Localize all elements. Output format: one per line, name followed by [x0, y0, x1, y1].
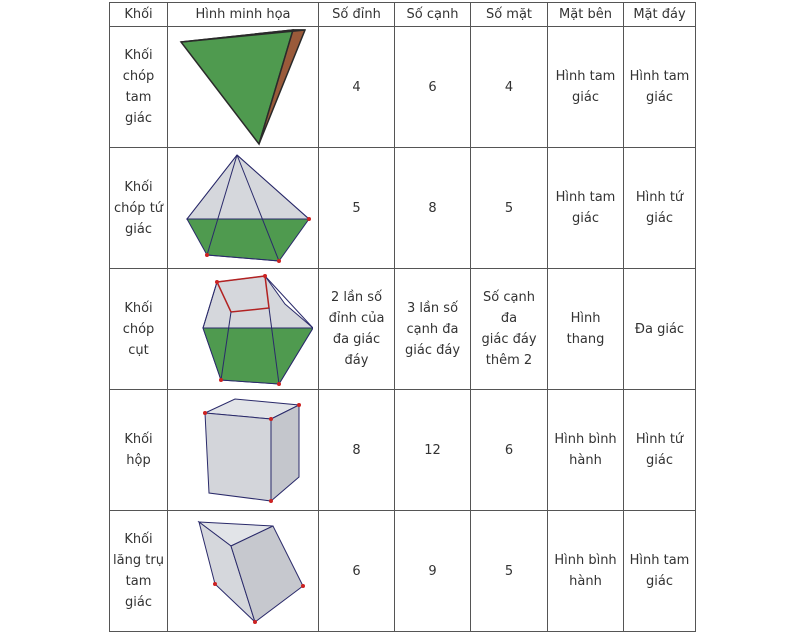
cell-line: 8 [352, 442, 361, 458]
cell-line: Hình tứ [635, 432, 684, 447]
table-row [110, 269, 696, 390]
cell-line: Hình thang [566, 311, 605, 347]
cell-so-canh [395, 269, 471, 390]
cell-so-dinh [319, 27, 395, 148]
cell-line: 5 [352, 200, 361, 216]
table-row [110, 27, 696, 148]
illustration-cell [168, 148, 319, 269]
cell-mat-day [624, 390, 696, 511]
cell-line: Số cạnh đa [483, 290, 535, 326]
cell-line: Hình bình [554, 553, 617, 568]
cell-line: 6 [352, 563, 361, 579]
cell-line: tam giác [125, 90, 152, 126]
cell-so-dinh [319, 148, 395, 269]
cell-line: Đa giác [634, 321, 685, 337]
cell-khoi [110, 511, 168, 632]
cell-line: Hình bình [554, 432, 617, 447]
header-so-canh: Số cạnh [395, 3, 471, 27]
cell-line: đa giác [332, 332, 381, 347]
cell-line: Hình tam [629, 553, 690, 568]
cell-line: giác [646, 211, 673, 226]
cell-line: chóp tứ [113, 200, 164, 216]
cell-so-canh [395, 511, 471, 632]
cell-line: Hình tam [629, 69, 690, 84]
cell-khoi [110, 148, 168, 269]
cell-line: 9 [428, 563, 437, 579]
cell-line: giác [572, 211, 599, 226]
header-so-mat: Số mặt [471, 3, 548, 27]
square-pyramid-icon [173, 149, 313, 267]
header-row [110, 3, 696, 27]
cell-so-canh [395, 390, 471, 511]
frustum-icon [173, 270, 313, 388]
cell-line: hành [569, 453, 602, 468]
cell-line: 12 [424, 442, 441, 458]
cell-so-mat [471, 269, 548, 390]
cell-line: giác đáy [481, 332, 537, 347]
cell-line: lăng trụ [113, 553, 164, 568]
cell-mat-day [624, 148, 696, 269]
cell-line: hành [569, 574, 602, 589]
cell-line: 5 [504, 200, 514, 216]
cell-line: 5 [504, 563, 514, 579]
cell-line: giác [572, 90, 599, 105]
cell-so-dinh [319, 511, 395, 632]
cell-line: giác [646, 453, 673, 468]
cell-line: thêm 2 [485, 353, 533, 368]
illustration-cell [168, 27, 319, 148]
header-mat-day: Mặt đáy [624, 3, 696, 27]
cell-line: 4 [352, 79, 361, 95]
cell-so-canh [395, 148, 471, 269]
cell-line: 8 [428, 200, 437, 216]
cell-line: chóp cụt [122, 321, 155, 358]
cell-khoi [110, 269, 168, 390]
table-row [110, 511, 696, 632]
cell-mat-day [624, 27, 696, 148]
triangular-pyramid-icon [173, 28, 313, 146]
cell-line: đỉnh của [328, 311, 385, 326]
cell-so-mat [471, 511, 548, 632]
cell-mat-ben [548, 269, 624, 390]
cell-mat-day [624, 511, 696, 632]
illustration-cell [168, 390, 319, 511]
cell-so-mat [471, 148, 548, 269]
cell-mat-day [624, 269, 696, 390]
cell-line: 2 lần số [330, 290, 383, 305]
cell-line: Hình tứ [635, 190, 684, 205]
header-mat-ben: Mặt bên [548, 3, 624, 27]
illustration-cell [168, 269, 319, 390]
cell-line: Khối [124, 432, 153, 447]
cell-line: chóp [122, 69, 155, 84]
cell-line: Khối [124, 532, 153, 547]
cell-line: Khối [124, 48, 153, 63]
cell-line: giác [646, 90, 673, 105]
cell-line: Hình tam [555, 69, 616, 84]
cell-line: 4 [504, 79, 514, 95]
cell-so-dinh [319, 269, 395, 390]
cell-so-dinh [319, 390, 395, 511]
cube-icon [173, 391, 313, 509]
cell-so-mat [471, 27, 548, 148]
cell-line: 6 [504, 442, 514, 458]
cell-line: hộp [126, 453, 151, 468]
cell-line: giác [646, 574, 673, 589]
header-hinh-minh-hoa: Hình minh họa [168, 3, 319, 27]
cell-khoi [110, 390, 168, 511]
cell-line: Khối [124, 300, 153, 316]
header-khoi: Khối [110, 3, 168, 27]
cell-line: 3 lần số [406, 300, 459, 316]
cell-line: giác [125, 221, 152, 237]
cell-line: tam giác [125, 574, 152, 610]
cell-khoi [110, 27, 168, 148]
cell-line: 6 [428, 79, 437, 95]
illustration-cell [168, 511, 319, 632]
cell-so-mat [471, 390, 548, 511]
cell-mat-ben [548, 148, 624, 269]
cell-line: giác đáy [404, 342, 461, 358]
cell-line: đáy [344, 353, 369, 368]
cell-line: Hình tam [555, 190, 616, 205]
cell-mat-ben [548, 27, 624, 148]
cell-line: cạnh đa [406, 321, 459, 337]
table-row [110, 148, 696, 269]
cell-so-canh [395, 27, 471, 148]
header-so-dinh: Số đỉnh [319, 3, 395, 27]
table-row [110, 390, 696, 511]
cell-mat-ben [548, 390, 624, 511]
cell-mat-ben [548, 511, 624, 632]
solids-table [109, 2, 696, 632]
triangular-prism-icon [173, 512, 313, 630]
cell-line: Khối [124, 179, 153, 195]
